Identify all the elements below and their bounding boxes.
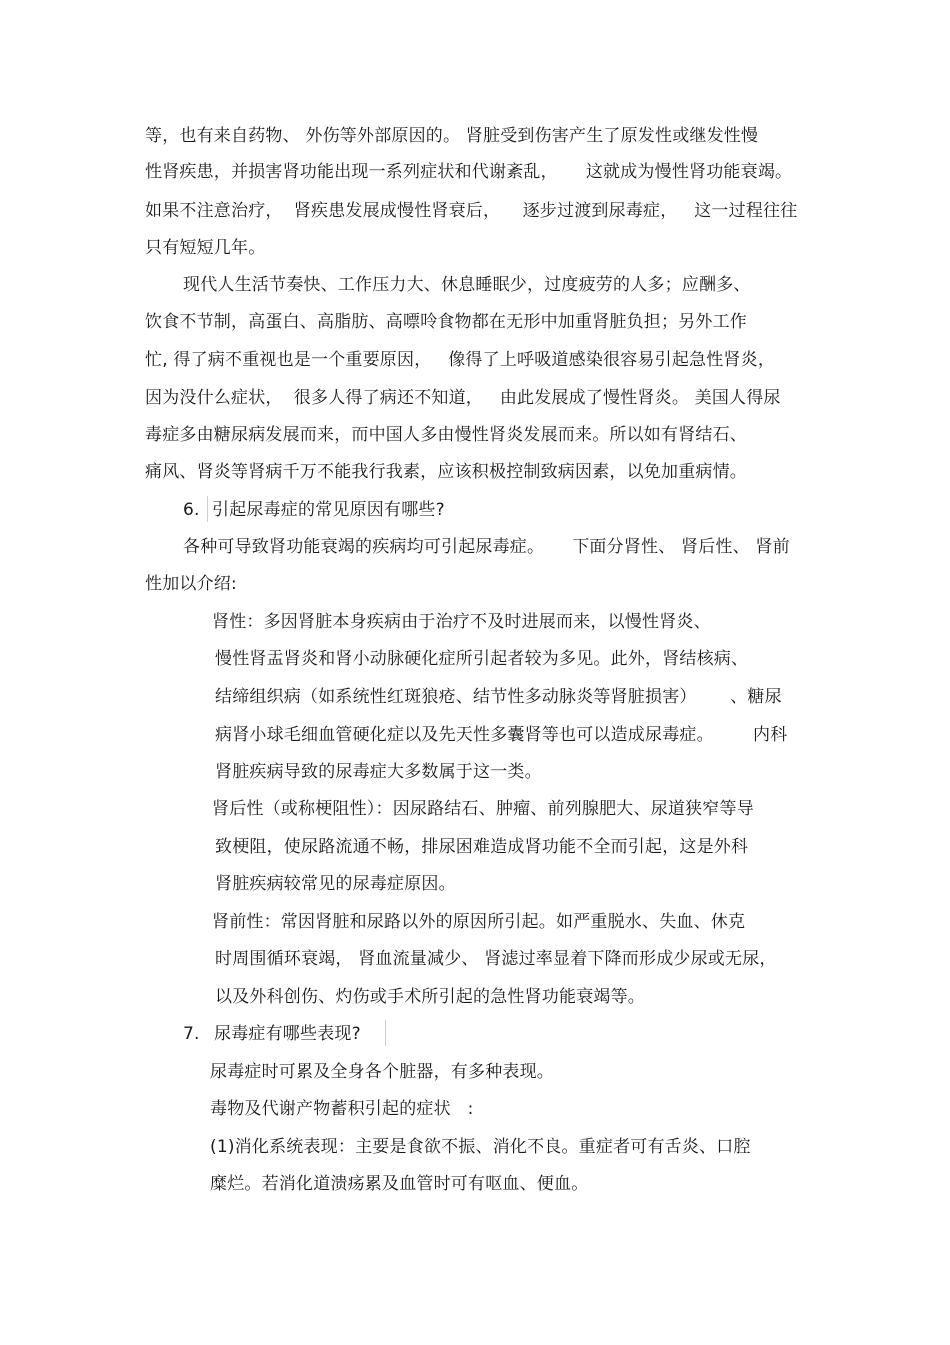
renal-line: 慢性肾盂肾炎和肾小动脉硬化症所引起者较为多见。此外，肾结核病、 [215, 649, 749, 669]
intro-line: 等，也有来自药物、 外伤等外部原因的。 肾脏受到伤害产生了原发性或继发性慢 [145, 126, 759, 146]
section-7-line: (1)消化系统表现：主要是食欲不振、消化不良。重症者可有舌炎、口腔 [210, 1137, 751, 1157]
renal-line: 结缔组织病（如系统性红斑狼疮、结节性多动脉炎等肾脏损害） 、糖尿 [215, 687, 782, 707]
heading-divider [385, 1020, 386, 1046]
intro-line: 只有短短几年。 [145, 238, 266, 258]
modern-line: 忙, 得了病不重视也是一个重要原因， 像得了上呼吸道感染很容易引起急性肾炎， [145, 350, 776, 370]
postrenal-line: 肾脏疾病较常见的尿毒症原因。 [215, 874, 456, 894]
section-6-number: 6. [183, 500, 200, 520]
prerenal-line: 时周围循环衰竭， 肾血流量减少、 肾滤过率显着下降而形成少尿或无尿， [215, 949, 777, 969]
postrenal-line: 肾后性（或称梗阻性）：因尿路结石、肿瘤、前列腺肥大、尿道狭窄等导 [212, 799, 754, 819]
section-6-intro-line: 各种可导致肾功能衰竭的疾病均可引起尿毒症。 下面分肾性、 肾后性、 肾前 [183, 537, 790, 557]
modern-line: 因为没什么症状， 很多人得了病还不知道， 由此发展成了慢性肾炎。 美国人得尿 [145, 388, 781, 408]
heading-divider [207, 496, 208, 522]
section-7-title: 尿毒症有哪些表现? [214, 1024, 361, 1044]
intro-line: 性肾疾患，并损害肾功能出现一系列症状和代谢紊乱， 这就成为慢性肾功能衰竭。 [145, 162, 793, 182]
prerenal-line: 肾前性：常因肾脏和尿路以外的原因所引起。如严重脱水、失血、休克 [212, 912, 746, 932]
section-7-line: 毒物及代谢产物蓄积引起的症状 : [210, 1099, 474, 1119]
intro-line: 如果不注意治疗， 肾疾患发展成慢性肾衰后， 逐步过渡到尿毒症， 这一过程往往 [145, 201, 798, 221]
modern-line: 饮食不节制，高蛋白、高脂肪、高嘌呤食物都在无形中加重肾脏负担；另外工作 [145, 312, 747, 332]
prerenal-line: 以及外科创伤、灼伤或手术所引起的急性肾功能衰竭等。 [215, 987, 645, 1007]
renal-line: 病肾小球毛细血管硬化症以及先天性多囊肾等也可以造成尿毒症。 内科 [215, 725, 788, 745]
modern-line: 痛风、肾炎等肾病千万不能我行我素，应该积极控制致病因素，以免加重病情。 [145, 462, 747, 482]
section-7-line: 糜烂。若消化道溃疡累及血管时可有呕血、便血。 [210, 1174, 589, 1194]
section-6-title: 引起尿毒症的常见原因有哪些? [212, 500, 445, 520]
postrenal-line: 致梗阻，使尿路流通不畅，排尿困难造成肾功能不全而引起，这是外科 [215, 837, 749, 857]
section-7-number: 7. [183, 1024, 200, 1044]
section-6-intro-line: 性加以介绍: [145, 574, 237, 594]
modern-line: 毒症多由糖尿病发展而来，而中国人多由慢性肾炎发展而来。所以如有肾结石、 [145, 425, 747, 445]
section-7-line: 尿毒症时可累及全身各个脏器，有多种表现。 [210, 1062, 554, 1082]
modern-line: 现代人生活节奏快、工作压力大、休息睡眠少，过度疲劳的人多；应酬多、 [183, 275, 751, 295]
renal-line: 肾脏疾病导致的尿毒症大多数属于这一类。 [215, 762, 542, 782]
renal-line: 肾性：多因肾脏本身疾病由于治疗不及时进展而来，以慢性肾炎、 [212, 612, 711, 632]
